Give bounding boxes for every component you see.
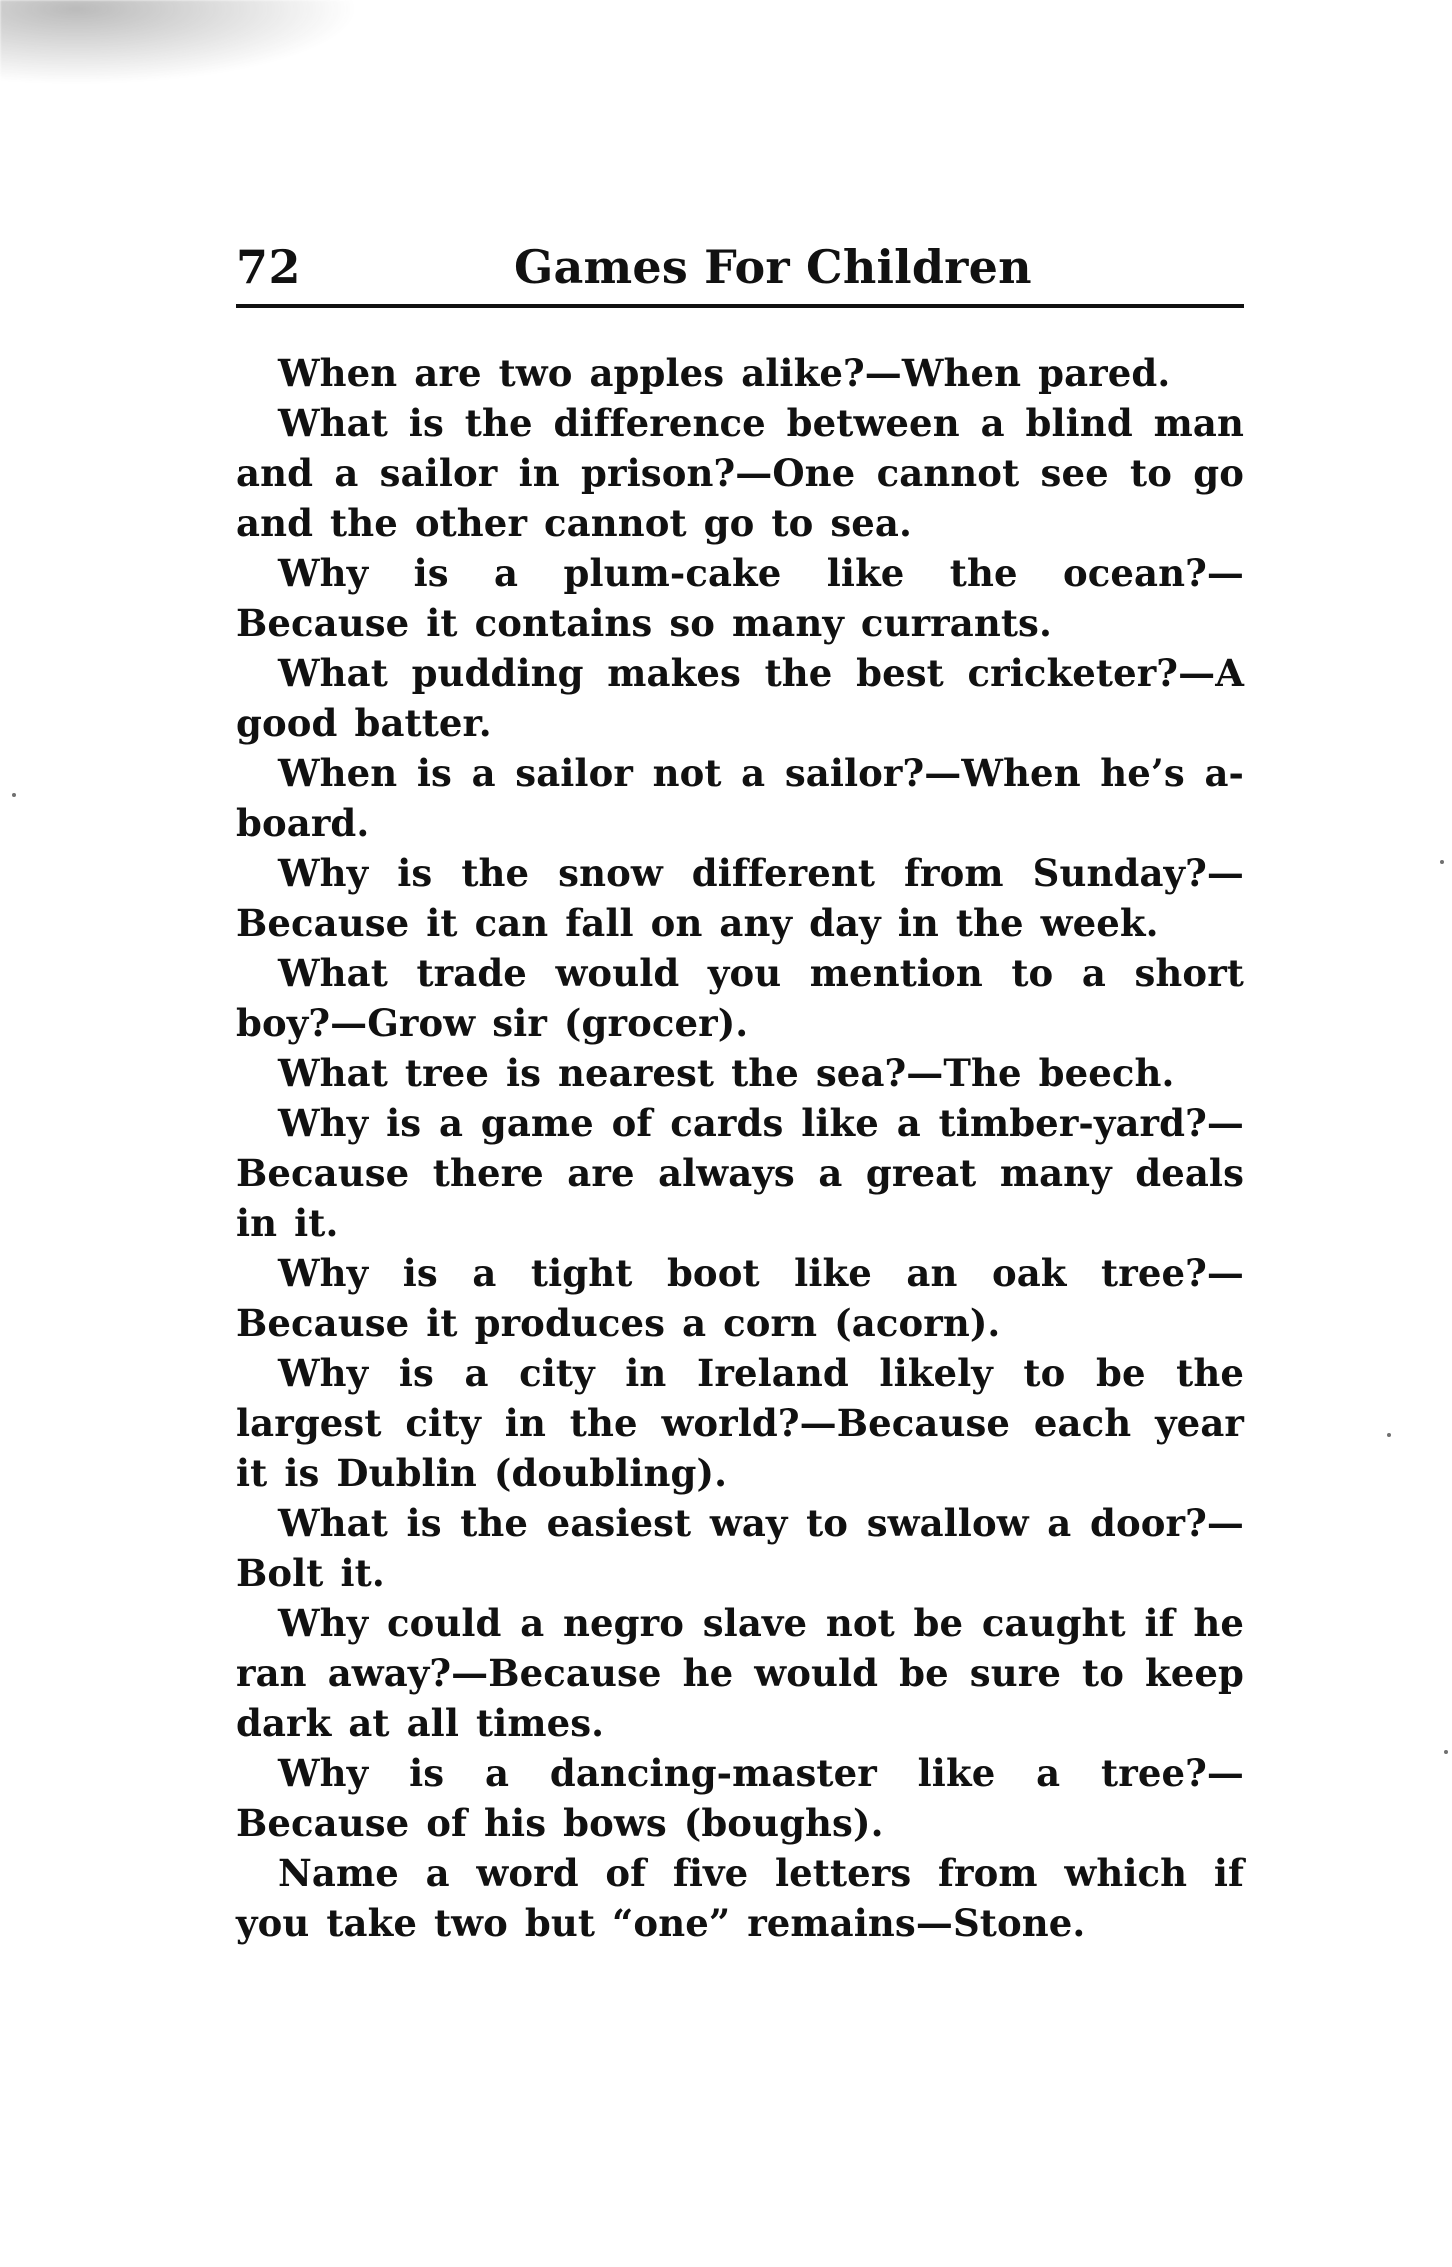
riddle-paragraph: What tree is nearest the sea?—The beech. [278,1051,1175,1095]
riddle-paragraph: When is a sailor not a sailor?—When he’s a-board. [236,751,1244,845]
scan-speck [12,793,16,797]
scan-speck [1444,1750,1448,1754]
running-title: Games For Children [514,240,1032,294]
riddle-paragraph: Why is a game of cards like a timber-yard?—Because there are always a great many deals in it. [236,1101,1244,1245]
riddle-paragraph: What pudding makes the best cricketer?—A good batter. [236,651,1244,745]
riddle-paragraph: Why could a negro slave not be caught if he ran away?—Because he would be sure to keep dark at all times. [236,1601,1244,1745]
riddle-paragraph: Why is the snow different from Sunday?—Because it can fall on any day in the week. [236,851,1244,945]
page-header [236,236,1244,308]
scan-speck [1387,1433,1391,1437]
scan-speck [1440,860,1444,864]
riddle-paragraph: Why is a city in Ireland likely to be the largest city in the world?—Because each year it is Dublin (doubling). [236,1351,1244,1495]
scan-smudge [0,0,380,90]
riddle-paragraph: When are two apples alike?—When pared. [278,351,1171,395]
riddle-paragraph: What is the difference between a blind man and a sailor in prison?—One cannot see to go and the other cannot go to sea. [236,401,1244,545]
page-number: 72 [236,240,302,294]
book-page [236,236,1244,1948]
riddle-paragraph: What is the easiest way to swallow a door?—Bolt it. [236,1501,1244,1595]
riddle-paragraph: What trade would you mention to a short boy?—Grow sir (grocer). [236,951,1244,1045]
riddle-paragraph: Why is a dancing-master like a tree?—Because of his bows (boughs). [236,1751,1244,1845]
riddle-list [236,348,1244,1948]
riddle-paragraph: Name a word of five letters from which if you take two but “one” remains—Stone. [236,1851,1244,1945]
riddle-paragraph: Why is a plum-cake like the ocean?—Because it contains so many currants. [236,551,1244,645]
riddle-paragraph: Why is a tight boot like an oak tree?—Because it produces a corn (acorn). [236,1251,1244,1345]
